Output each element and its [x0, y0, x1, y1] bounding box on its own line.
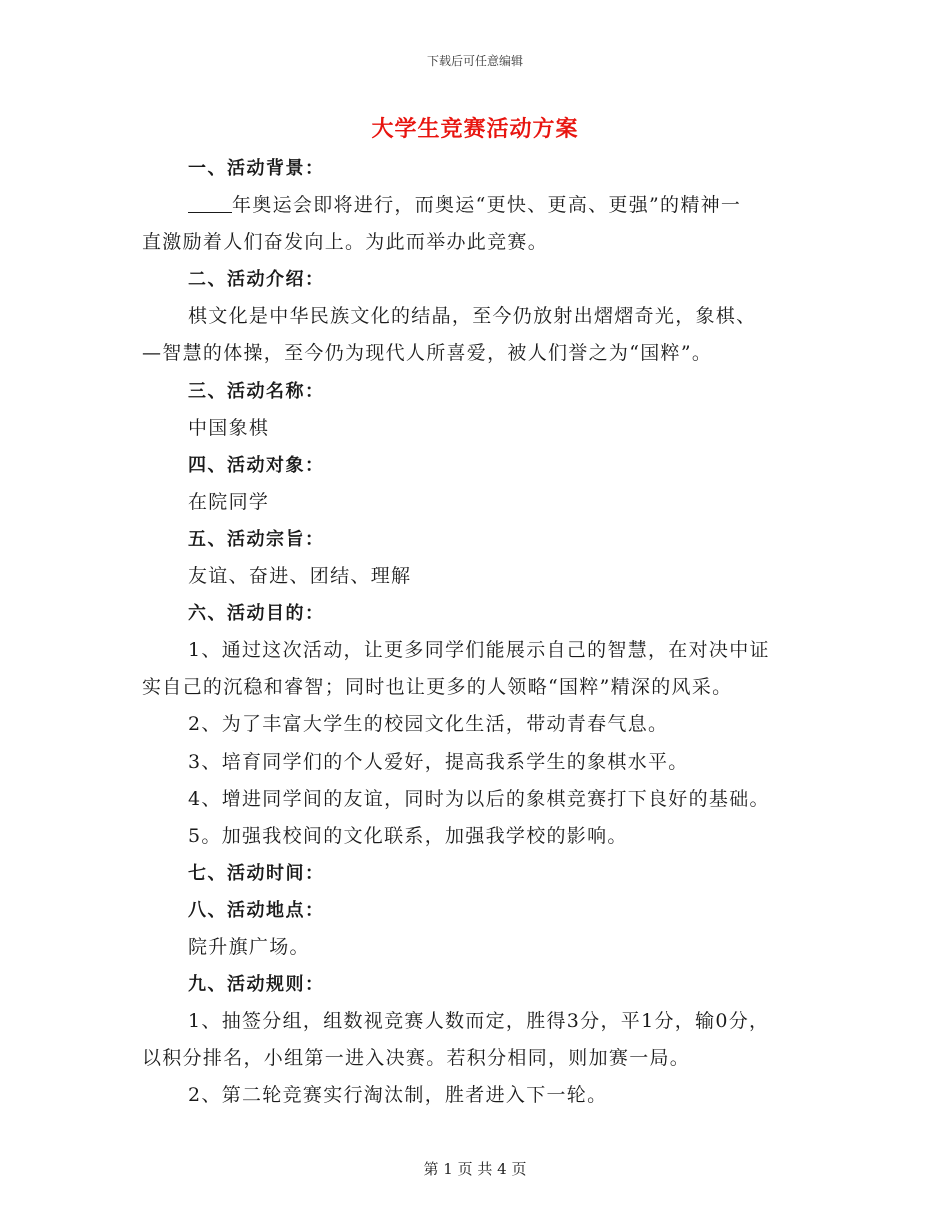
- paragraph-line: 院升旗广场。: [188, 935, 310, 958]
- header-note: 下载后可任意编辑: [426, 54, 523, 68]
- paragraph-line: 在院同学: [188, 490, 270, 513]
- section-heading: 三、活动名称：: [188, 380, 325, 402]
- paragraph-line: 5。加强我校间的文化联系，加强我学校的影响。: [188, 824, 628, 847]
- paragraph-text: 年奥运会即将进行，而奥运“更快、更高、更强”的精神一: [232, 194, 742, 217]
- section-heading: 四、活动对象：: [188, 454, 325, 476]
- section-heading: 六、活动目的：: [188, 603, 325, 625]
- paragraph-line: 中国象棋: [188, 416, 270, 439]
- paragraph-line: 4、增进同学间的友谊，同时为以后的象棋竞赛打下良好的基础。: [188, 787, 770, 810]
- paragraph-line: 1、通过这次活动，让更多同学们能展示自己的智慧，在对决中证: [188, 639, 770, 662]
- document-title: 大学生竞赛活动方案: [371, 116, 579, 142]
- page-footer: 第 1 页 共 4 页: [423, 1160, 527, 1178]
- section-heading: 九、活动规则：: [188, 974, 325, 996]
- document-body: [142, 150, 814, 1114]
- paragraph-line: 棋文化是中华民族文化的结晶，至今仍放射出熠熠奇光，象棋、: [188, 305, 757, 328]
- paragraph-continuation: —智慧的体操，至今仍为现代人所喜爱，被人们誉之为“国粹”。: [142, 342, 713, 365]
- paragraph-line: 2、第二轮竞赛实行淘汰制，胜者进入下一轮。: [188, 1084, 608, 1107]
- paragraph-line: 3、培育同学们的个人爱好，提高我系学生的象棋水平。: [188, 750, 689, 773]
- section-heading: 二、活动介绍：: [188, 269, 325, 291]
- section-heading: 五、活动宗旨：: [188, 528, 325, 550]
- fill-in-blank: [188, 194, 232, 213]
- paragraph-continuation: 直激励着人们奋发向上。为此而举办此竞赛。: [142, 231, 549, 254]
- section-heading: 八、活动地点：: [188, 899, 325, 921]
- paragraph-line: 1、抽签分组，组数视竞赛人数而定，胜得3分，平1分，输0分，: [188, 1010, 770, 1033]
- paragraph-continuation: 实自己的沉稳和睿智；同时也让更多的人领略“国粹”精深的风采。: [142, 676, 733, 699]
- paragraph-line: [142, 187, 814, 224]
- paragraph-line: 友谊、奋进、团结、理解: [188, 565, 412, 588]
- section-heading: 七、活动时间：: [188, 862, 325, 884]
- paragraph-line: 2、为了丰富大学生的校园文化生活，带动青春气息。: [188, 713, 669, 736]
- paragraph-continuation: 以积分排名，小组第一进入决赛。若积分相同，则加赛一局。: [142, 1047, 691, 1070]
- section-heading: 一、活动背景：: [188, 158, 325, 179]
